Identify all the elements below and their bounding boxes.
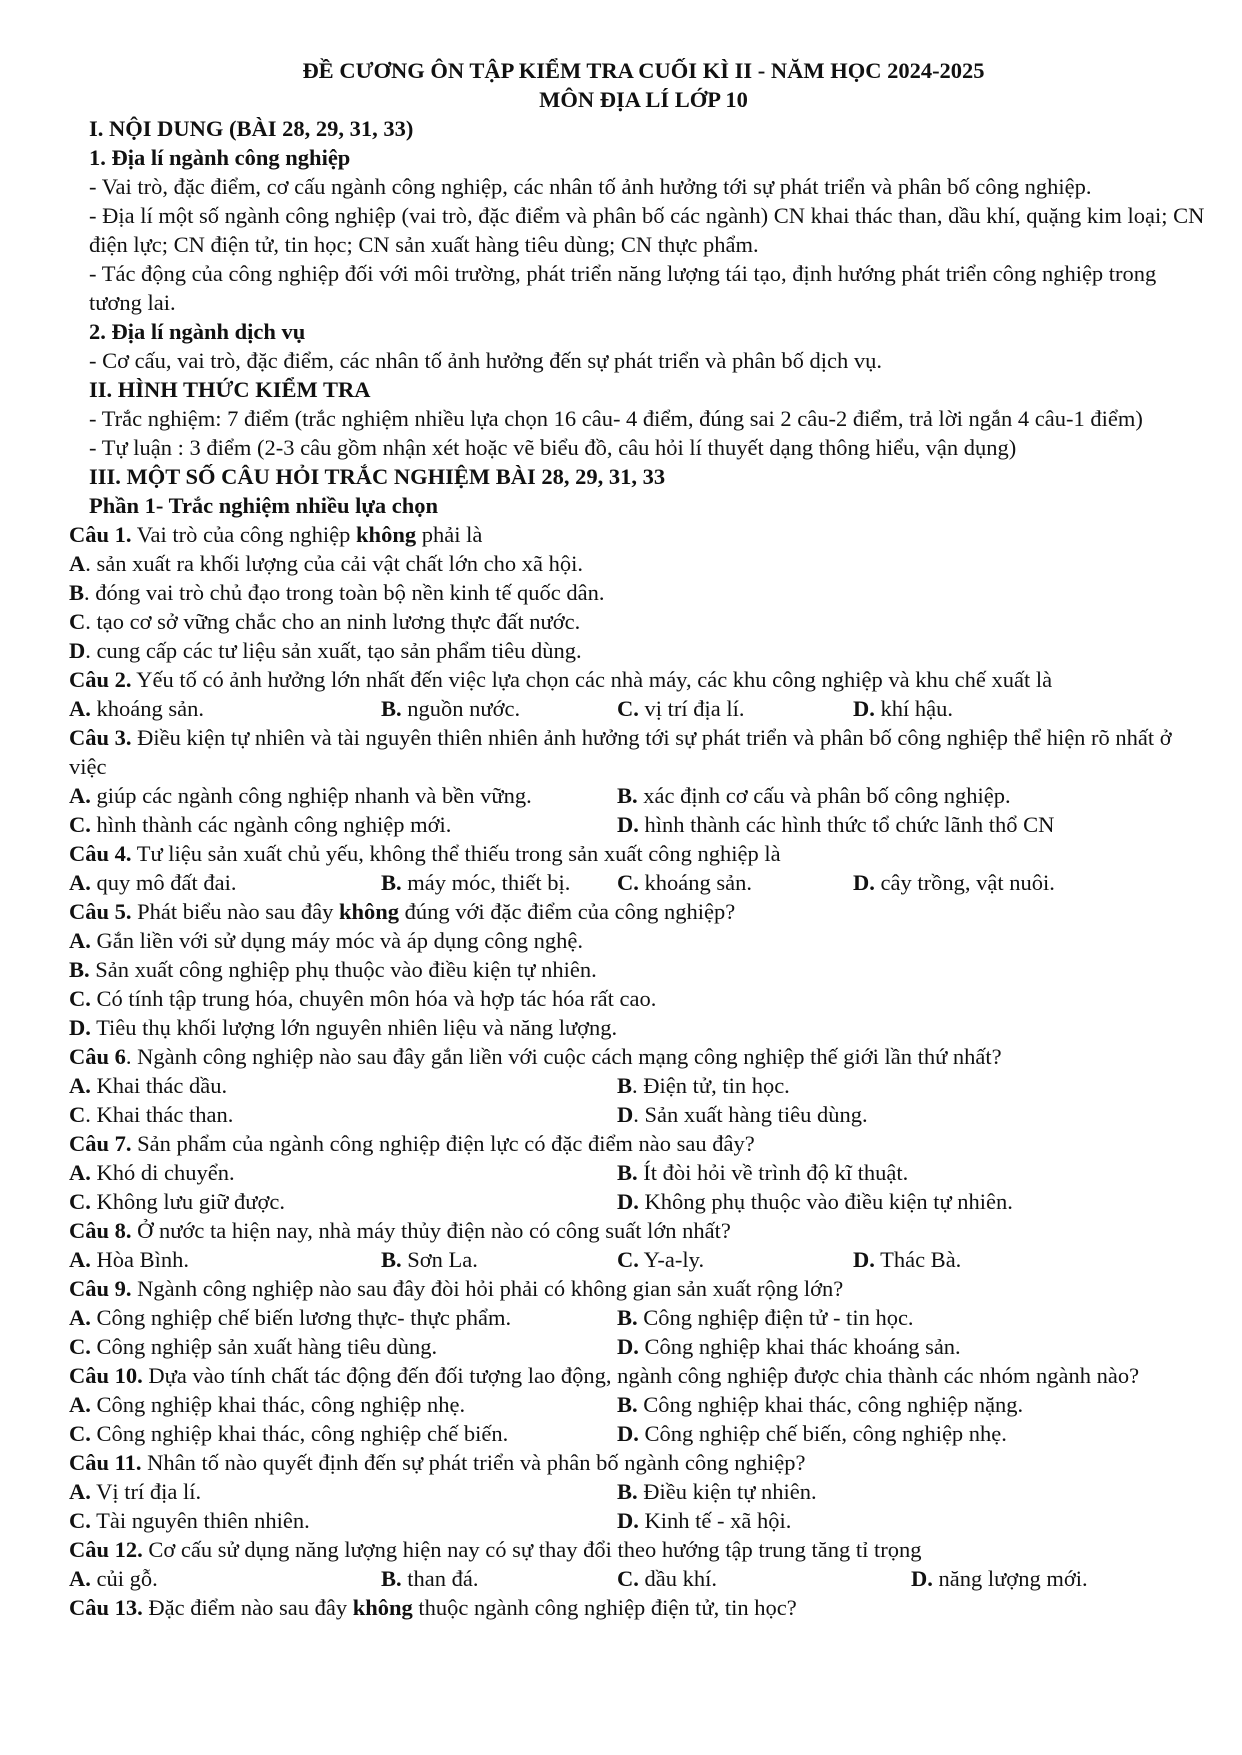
answer-option-separator: .: [84, 580, 96, 605]
question-text: Yếu tố có ảnh hưởng lớn nhất đến việc lựa chọn các nhà máy, các khu công nghiệp và khu chế xuất là: [131, 667, 1053, 692]
answer-option: [69, 781, 617, 810]
answer-option: [69, 810, 617, 839]
answer-option-key: B: [617, 1073, 633, 1098]
answer-row: [69, 1013, 1206, 1042]
question-number: Câu 8.: [69, 1218, 132, 1243]
answer-option: [617, 1390, 1023, 1419]
answer-option-text: Công nghiệp khai thác, công nghiệp chế biến.: [96, 1421, 509, 1446]
answer-option-separator: .: [85, 1102, 97, 1127]
answer-option: [381, 694, 617, 723]
answer-option-key: D.: [617, 812, 639, 837]
answer-option: [69, 1332, 617, 1361]
answer-option-key: A.: [69, 870, 91, 895]
answer-option: [69, 955, 597, 984]
answer-option-key: A: [69, 551, 86, 576]
content-item: - Địa lí một số ngành công nghiệp (vai trò, đặc điểm và phân bố các ngành) CN khai thác than, dầu khí, quặng kim loại; CN điện lực; CN điện tử, tin học; CN sản xuất hàng tiêu dùng; CN thực phẩm.: [89, 203, 1205, 257]
answer-option-text: Ít đòi hỏi về trình độ kĩ thuật.: [643, 1160, 909, 1185]
answer-option-key: C.: [69, 812, 91, 837]
question-list: [69, 520, 1206, 1622]
answer-row: [69, 955, 1206, 984]
answer-row: [69, 607, 1206, 636]
answer-option-text: Sơn La.: [407, 1247, 478, 1272]
answer-option-key: B.: [617, 1160, 638, 1185]
answer-option-key: D.: [853, 870, 875, 895]
subsection-heading-services: 2. Địa lí ngành dịch vụ: [89, 319, 306, 344]
answer-option: [617, 1419, 1007, 1448]
answer-option-key: B: [69, 580, 85, 605]
answer-option-text: hình thành các hình thức tổ chức lãnh thổ CN: [644, 812, 1055, 837]
question-stem: [69, 1129, 1206, 1158]
answer-option-key: C.: [69, 986, 91, 1011]
answer-option: [617, 868, 853, 897]
answer-row: [69, 1303, 1206, 1332]
answer-option: [69, 1158, 617, 1187]
question-text: Dựa vào tính chất tác động đến đối tượng lao động, ngành công nghiệp được chia thành các nhóm ngành nào?: [142, 1363, 1140, 1388]
answer-option-text: máy móc, thiết bị.: [407, 870, 571, 895]
question-text: Nhân tố nào quyết định đến sự phát triển và phân bố ngành công nghiệp?: [141, 1450, 806, 1475]
answer-row: [69, 549, 1206, 578]
answer-option-key: B.: [617, 1479, 638, 1504]
answer-option: [69, 607, 580, 636]
answer-option-text: Công nghiệp khai thác, công nghiệp nhẹ.: [96, 1392, 466, 1417]
answer-option-text: Khai thác than.: [96, 1102, 234, 1127]
answer-option-key: B.: [381, 870, 402, 895]
answer-option-separator: .: [632, 1073, 644, 1098]
question-stem: [69, 1361, 1206, 1390]
question-text: phải là: [416, 522, 483, 547]
answer-option-text: khoáng sản.: [644, 870, 752, 895]
answer-option: [617, 1245, 853, 1274]
question-text: Điều kiện tự nhiên và tài nguyên thiên nhiên ảnh hưởng tới sự phát triển và phân bố công nghiệp thể hiện rõ nhất ở việc: [69, 725, 1172, 779]
answer-option-text: Y-a-ly.: [643, 1247, 705, 1272]
answer-option: [617, 1506, 791, 1535]
answer-option: [617, 1564, 911, 1593]
content-item: - Cơ cấu, vai trò, đặc điểm, các nhân tố ảnh hưởng đến sự phát triển và phân bố dịch vụ.: [89, 348, 882, 373]
answer-row: [69, 1564, 1206, 1593]
answer-row: [69, 926, 1206, 955]
answer-row: [69, 984, 1206, 1013]
answer-option-key: A.: [69, 1566, 91, 1591]
answer-option-key: C.: [69, 1421, 91, 1446]
answer-option: [617, 694, 853, 723]
answer-option-key: D.: [853, 1247, 875, 1272]
answer-row: [69, 868, 1206, 897]
answer-option-key: C.: [617, 870, 639, 895]
answer-option-text: năng lượng mới.: [938, 1566, 1088, 1591]
answer-option: [617, 1332, 961, 1361]
question-text: Vai trò của công nghiệp: [131, 522, 357, 547]
answer-option: [69, 1100, 617, 1129]
question-number: Câu 7.: [69, 1131, 132, 1156]
answer-option-text: Điều kiện tự nhiên.: [643, 1479, 817, 1504]
answer-option-text: Tiêu thụ khối lượng lớn nguyên nhiên liệu và năng lượng.: [96, 1015, 618, 1040]
answer-option-key: C.: [69, 1189, 91, 1214]
answer-option: [69, 1506, 617, 1535]
answer-option: [69, 1477, 617, 1506]
answer-option: [69, 1390, 617, 1419]
question-text: . Ngành công nghiệp nào sau đây gắn liền với cuộc cách mạng công nghiệp thế giới lần thứ nhất?: [125, 1044, 1002, 1069]
answer-row: [69, 1419, 1206, 1448]
answer-option-text: khí hậu.: [880, 696, 953, 721]
answer-option-key: C.: [617, 1247, 639, 1272]
answer-option-text: cung cấp các tư liệu sản xuất, tạo sản phẩm tiêu dùng.: [96, 638, 582, 663]
answer-option-text: Công nghiệp điện tử - tin học.: [643, 1305, 914, 1330]
answer-option-key: C.: [69, 1508, 91, 1533]
answer-option: [381, 868, 617, 897]
question-number: Câu 2.: [69, 667, 132, 692]
question-stem: [69, 1448, 1206, 1477]
answer-option-text: sản xuất ra khối lượng của cải vật chất lớn cho xã hội.: [96, 551, 583, 576]
answer-option: [911, 1564, 1088, 1593]
answer-option-text: quy mô đất đai.: [96, 870, 237, 895]
answer-row: [69, 1390, 1206, 1419]
answer-option: [381, 1245, 617, 1274]
answer-option-key: D.: [617, 1334, 639, 1359]
question-stem: [69, 723, 1206, 781]
answer-option-text: Tài nguyên thiên nhiên.: [96, 1508, 310, 1533]
answer-option: [69, 868, 381, 897]
answer-option: [617, 1158, 908, 1187]
question-stem: [69, 1216, 1206, 1245]
question-number: Câu 9.: [69, 1276, 132, 1301]
question-emphasis: không: [352, 1595, 413, 1620]
answer-row: [69, 1158, 1206, 1187]
answer-option: [69, 578, 605, 607]
question-stem: [69, 520, 1206, 549]
answer-option: [69, 1187, 617, 1216]
answer-option: [69, 694, 381, 723]
answer-option-text: Không phụ thuộc vào điều kiện tự nhiên.: [644, 1189, 1013, 1214]
answer-option-key: A.: [69, 1247, 91, 1272]
answer-option-key: D.: [853, 696, 875, 721]
question-number: Câu 12.: [69, 1537, 143, 1562]
answer-option-key: C.: [617, 696, 639, 721]
answer-option-text: Kinh tế - xã hội.: [644, 1508, 792, 1533]
answer-option-text: Công nghiệp khai thác khoáng sản.: [644, 1334, 961, 1359]
answer-option: [69, 549, 583, 578]
answer-option-text: Gắn liền với sử dụng máy móc và áp dụng công nghệ.: [96, 928, 583, 953]
answer-option-text: củi gỗ.: [96, 1566, 158, 1591]
answer-option: [69, 1419, 617, 1448]
answer-row: [69, 1477, 1206, 1506]
answer-option-key: D: [69, 638, 86, 663]
answer-option-text: than đá.: [407, 1566, 479, 1591]
answer-option-key: C.: [69, 1334, 91, 1359]
question-stem: [69, 1042, 1206, 1071]
question-emphasis: không: [338, 899, 400, 924]
answer-option-separator: .: [85, 551, 97, 576]
question-number: Câu 4.: [69, 841, 132, 866]
question-stem: [69, 665, 1206, 694]
question-number: Câu 3.: [69, 725, 132, 750]
answer-option-text: tạo cơ sở vững chắc cho an ninh lương thực đất nước.: [96, 609, 581, 634]
question-number: Câu 5.: [69, 899, 132, 924]
answer-row: [69, 1071, 1206, 1100]
answer-option-key: D.: [911, 1566, 933, 1591]
answer-option: [69, 984, 656, 1013]
answer-option-separator: .: [85, 609, 97, 634]
answer-option-text: Sản xuất hàng tiêu dùng.: [644, 1102, 868, 1127]
question-number: Câu 13.: [69, 1595, 143, 1620]
answer-option-text: nguồn nước.: [407, 696, 521, 721]
answer-option-key: A.: [69, 783, 91, 808]
question-text: Cơ cấu sử dụng năng lượng hiện nay có sự thay đổi theo hướng tập trung tăng tỉ trọng: [142, 1537, 922, 1562]
subsection-heading-industry: 1. Địa lí ngành công nghiệp: [89, 145, 351, 170]
answer-option-text: cây trồng, vật nuôi.: [880, 870, 1055, 895]
answer-option-key: C: [69, 609, 86, 634]
question-text: thuộc ngành công nghiệp điện tử, tin học?: [412, 1595, 797, 1620]
answer-option-key: D: [617, 1102, 634, 1127]
answer-option-text: Công nghiệp khai thác, công nghiệp nặng.: [643, 1392, 1024, 1417]
answer-option: [69, 1245, 381, 1274]
answer-option-text: Hòa Bình.: [96, 1247, 189, 1272]
answer-option-key: A.: [69, 1305, 91, 1330]
answer-option-key: A.: [69, 1392, 91, 1417]
question-number: Câu 11.: [69, 1450, 142, 1475]
answer-option: [853, 1245, 961, 1274]
question-stem: [69, 1593, 1206, 1622]
question-stem: [69, 1274, 1206, 1303]
question-text: Ngành công nghiệp nào sau đây đòi hỏi phải có không gian sản xuất rộng lớn?: [131, 1276, 844, 1301]
question-text: Tư liệu sản xuất chủ yếu, không thể thiếu trong sản xuất công nghiệp là: [131, 841, 781, 866]
answer-option-key: B.: [617, 1305, 638, 1330]
answer-row: [69, 636, 1206, 665]
question-text: Phát biểu nào sau đây: [131, 899, 339, 924]
answer-option-text: xác định cơ cấu và phân bố công nghiệp.: [643, 783, 1011, 808]
answer-option-key: C: [69, 1102, 86, 1127]
answer-option-key: D.: [617, 1189, 639, 1214]
answer-option: [69, 636, 582, 665]
question-text: Ở nước ta hiện nay, nhà máy thủy điện nào có công suất lớn nhất?: [131, 1218, 731, 1243]
question-emphasis: không: [356, 522, 417, 547]
answer-option-text: Điện tử, tin học.: [643, 1073, 790, 1098]
answer-option-text: Sản xuất công nghiệp phụ thuộc vào điều kiện tự nhiên.: [95, 957, 597, 982]
answer-option-separator: .: [633, 1102, 645, 1127]
answer-option-key: B.: [69, 957, 90, 982]
answer-option: [617, 781, 1011, 810]
answer-option-key: D.: [69, 1015, 91, 1040]
answer-row: [69, 1332, 1206, 1361]
answer-option-key: A.: [69, 928, 91, 953]
question-stem: [69, 897, 1206, 926]
answer-option: [381, 1564, 617, 1593]
answer-option: [617, 1100, 868, 1129]
exam-format-item: - Tự luận : 3 điểm (2-3 câu gồm nhận xét hoặc vẽ biểu đồ, câu hỏi lí thuyết dạng thông hiểu, vận dụng): [89, 435, 1017, 460]
document-title-line2: MÔN ĐỊA LÍ LỚP 10: [539, 87, 748, 112]
answer-option-text: Có tính tập trung hóa, chuyên môn hóa và hợp tác hóa rất cao.: [96, 986, 657, 1011]
answer-row: [69, 1187, 1206, 1216]
answer-option: [69, 1564, 381, 1593]
answer-option: [617, 1477, 817, 1506]
question-stem: [69, 1535, 1206, 1564]
answer-option-key: A.: [69, 696, 91, 721]
answer-option-key: A.: [69, 1479, 91, 1504]
answer-option-text: hình thành các ngành công nghiệp mới.: [96, 812, 452, 837]
exam-format-item: - Trắc nghiệm: 7 điểm (trắc nghiệm nhiều lựa chọn 16 câu- 4 điểm, đúng sai 2 câu-2 điểm, trả lời ngắn 4 câu-1 điểm): [89, 406, 1143, 431]
answer-row: [69, 578, 1206, 607]
question-text: Đặc điểm nào sau đây: [142, 1595, 353, 1620]
section-heading-content: I. NỘI DUNG (BÀI 28, 29, 31, 33): [89, 116, 414, 141]
answer-option-text: Vị trí địa lí.: [96, 1479, 202, 1504]
answer-option-key: B.: [381, 1566, 402, 1591]
content-item: - Tác động của công nghiệp đối với môi trường, phát triển năng lượng tái tạo, định hướng phát triển công nghiệp trong tương lai.: [89, 261, 1157, 315]
answer-option: [617, 810, 1054, 839]
answer-option-key: A.: [69, 1073, 91, 1098]
answer-option-text: dầu khí.: [644, 1566, 717, 1591]
answer-option-text: đóng vai trò chủ đạo trong toàn bộ nền kinh tế quốc dân.: [95, 580, 605, 605]
answer-option: [69, 926, 583, 955]
answer-option-key: D.: [617, 1508, 639, 1533]
answer-row: [69, 1245, 1206, 1274]
question-number: Câu 10.: [69, 1363, 143, 1388]
answer-option-key: D.: [617, 1421, 639, 1446]
answer-option-key: A.: [69, 1160, 91, 1185]
question-number: Câu 1.: [69, 522, 132, 547]
question-text: Sản phẩm của ngành công nghiệp điện lực có đặc điểm nào sau đây?: [131, 1131, 755, 1156]
answer-row: [69, 781, 1206, 810]
answer-option: [617, 1071, 790, 1100]
answer-row: [69, 1506, 1206, 1535]
question-stem: [69, 839, 1206, 868]
answer-option: [617, 1303, 914, 1332]
document-title-line1: ĐỀ CƯƠNG ÔN TẬP KIỂM TRA CUỐI KÌ II - NĂM HỌC 2024-2025: [302, 58, 985, 83]
answer-option-text: khoáng sản.: [96, 696, 204, 721]
answer-option-text: Công nghiệp chế biến lương thực- thực phẩm.: [96, 1305, 512, 1330]
question-text: đúng với đặc điểm của công nghiệp?: [399, 899, 736, 924]
answer-option-text: Công nghiệp chế biến, công nghiệp nhẹ.: [644, 1421, 1007, 1446]
answer-option: [617, 1187, 1013, 1216]
answer-option-text: Thác Bà.: [880, 1247, 962, 1272]
answer-option-text: vị trí địa lí.: [644, 696, 745, 721]
answer-option-key: B.: [381, 1247, 402, 1272]
answer-row: [69, 1100, 1206, 1129]
answer-option-key: B.: [617, 783, 638, 808]
question-number: Câu 6: [69, 1044, 126, 1069]
answer-option-text: Không lưu giữ được.: [96, 1189, 285, 1214]
answer-option-text: Khai thác dầu.: [96, 1073, 228, 1098]
section-heading-exam-format: II. HÌNH THỨC KIỂM TRA: [89, 377, 371, 402]
answer-option-text: Khó di chuyển.: [96, 1160, 235, 1185]
answer-option: [69, 1303, 617, 1332]
answer-option-text: giúp các ngành công nghiệp nhanh và bền vững.: [96, 783, 532, 808]
answer-option: [853, 868, 1055, 897]
answer-option-key: B.: [381, 696, 402, 721]
content-item: - Vai trò, đặc điểm, cơ cấu ngành công nghiệp, các nhân tố ảnh hưởng tới sự phát triển và phân bố công nghiệp.: [89, 174, 1092, 199]
answer-option-key: C.: [617, 1566, 639, 1591]
answer-option-separator: .: [85, 638, 97, 663]
section-heading-questions: III. MỘT SỐ CÂU HỎI TRẮC NGHIỆM BÀI 28, 29, 31, 33: [89, 464, 666, 489]
answer-row: [69, 810, 1206, 839]
answer-option-text: Công nghiệp sản xuất hàng tiêu dùng.: [96, 1334, 438, 1359]
part-heading-multiple-choice: Phần 1- Trắc nghiệm nhiều lựa chọn: [89, 493, 438, 518]
answer-option: [69, 1013, 617, 1042]
answer-option: [69, 1071, 617, 1100]
answer-row: [69, 694, 1206, 723]
answer-option: [853, 694, 953, 723]
answer-option-key: B.: [617, 1392, 638, 1417]
